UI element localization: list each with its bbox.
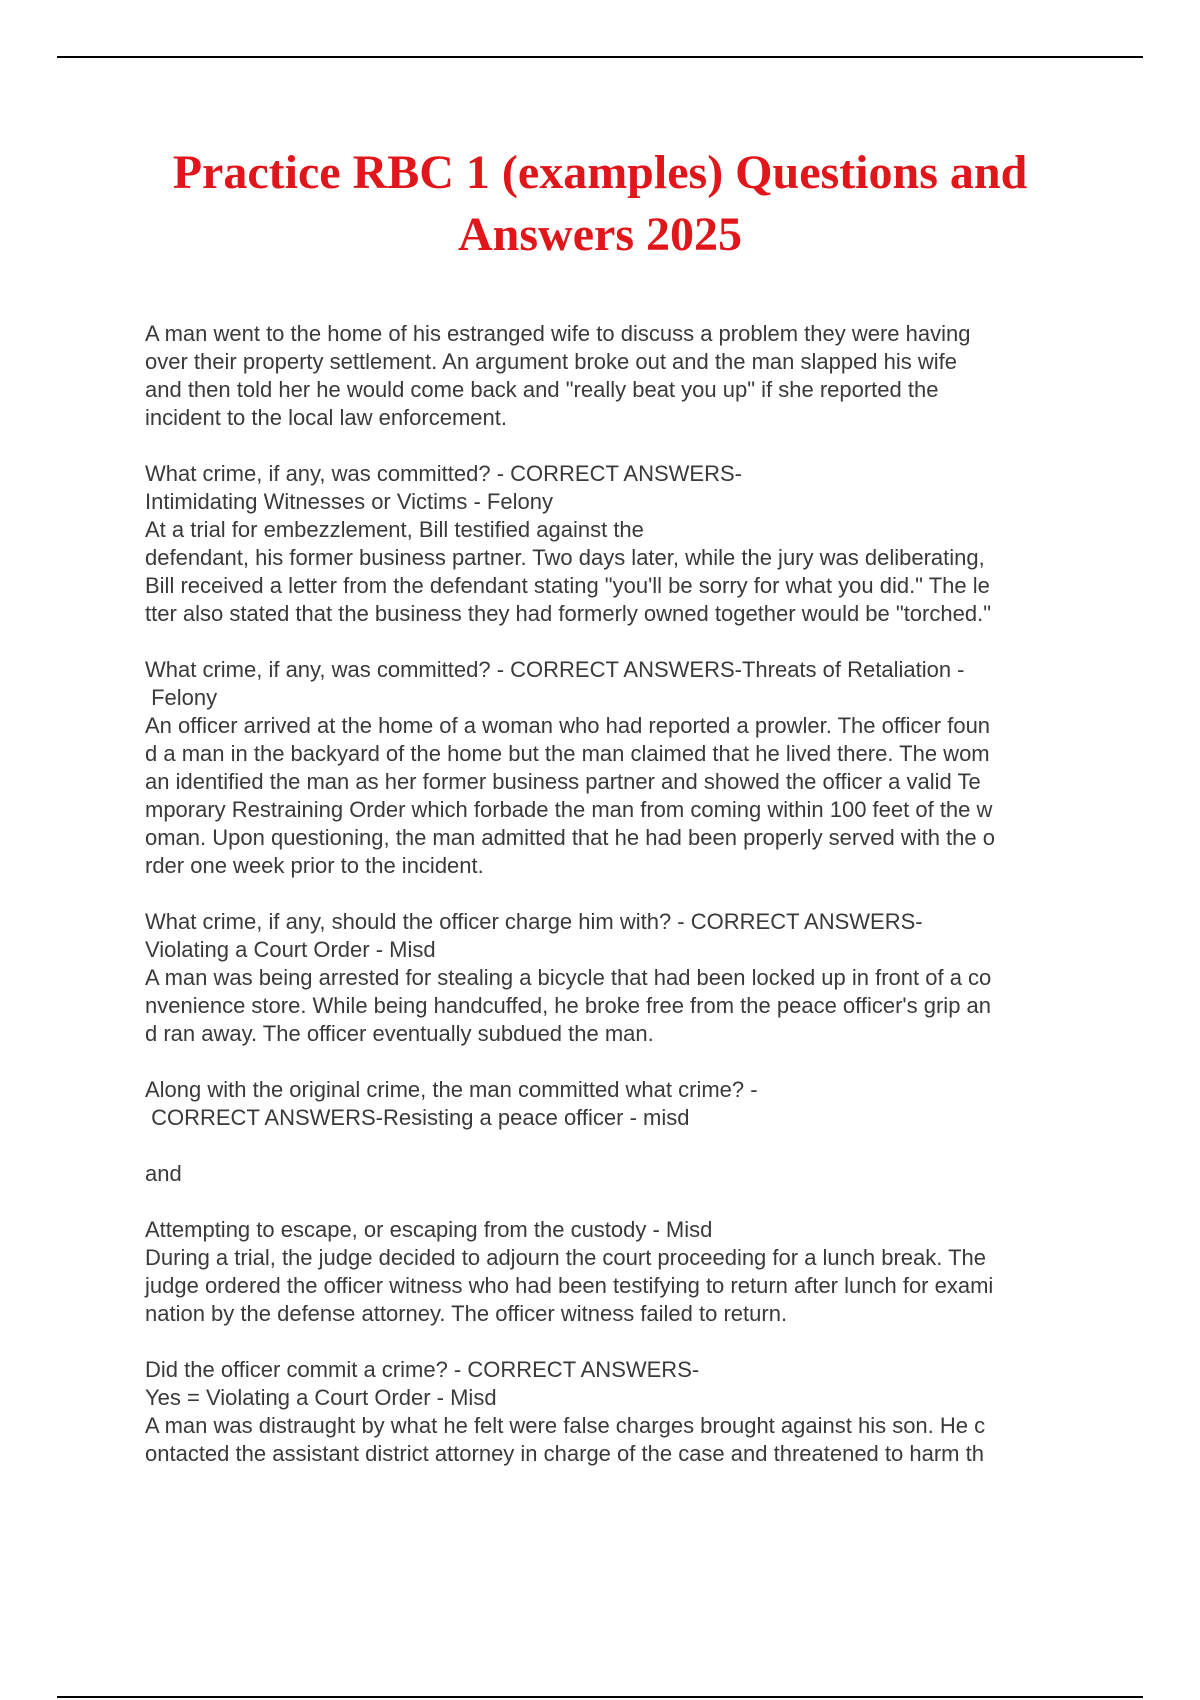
- blank-line: [145, 1328, 1145, 1356]
- body-line: What crime, if any, was committed? - CORRECT ANSWERS-: [145, 461, 742, 486]
- title-line: Practice RBC 1 (examples) Questions and: [172, 146, 1028, 199]
- body-line: During a trial, the judge decided to adjourn the court proceeding for a lunch break. The: [145, 1245, 987, 1270]
- body-line: rder one week prior to the incident.: [145, 853, 484, 878]
- body-line: and: [145, 1161, 182, 1186]
- body-line: d ran away. The officer eventually subdued the man.: [145, 1021, 654, 1046]
- body-line: Intimidating Witnesses or Victims - Felony: [145, 489, 553, 514]
- document-body: [145, 320, 1145, 1468]
- blank-line: [145, 880, 1145, 908]
- document-title: [100, 142, 1100, 266]
- body-line: ontacted the assistant district attorney in charge of the case and threatened to harm th: [145, 1441, 984, 1466]
- body-line: defendant, his former business partner. Two days later, while the jury was deliberating,: [145, 545, 985, 570]
- body-line: nation by the defense attorney. The officer witness failed to return.: [145, 1301, 788, 1326]
- body-line: A man was being arrested for stealing a bicycle that had been locked up in front of a co: [145, 965, 992, 990]
- body-line: Attempting to escape, or escaping from the custody - Misd: [145, 1217, 713, 1242]
- title-line: Answers 2025: [458, 208, 742, 261]
- body-line: An officer arrived at the home of a woman who had reported a prowler. The officer foun: [145, 713, 991, 738]
- body-line: A man was distraught by what he felt were false charges brought against his son. He c: [145, 1413, 986, 1438]
- body-line: over their property settlement. An argument broke out and the man slapped his wife: [145, 349, 958, 374]
- body-line: CORRECT ANSWERS-Resisting a peace officer - misd: [145, 1105, 690, 1130]
- body-line: Bill received a letter from the defendant stating "you'll be sorry for what you did." The le: [145, 573, 990, 598]
- top-rule: [57, 56, 1143, 58]
- body-line: judge ordered the officer witness who had been testifying to return after lunch for exami: [145, 1273, 994, 1298]
- blank-line: [145, 628, 1145, 656]
- blank-line: [145, 432, 1145, 460]
- body-line: d a man in the backyard of the home but the man claimed that he lived there. The wom: [145, 741, 990, 766]
- body-line: mporary Restraining Order which forbade the man from coming within 100 feet of the w: [145, 797, 993, 822]
- body-line: Felony: [145, 685, 218, 710]
- body-line: incident to the local law enforcement.: [145, 405, 507, 430]
- body-line: Yes = Violating a Court Order - Misd: [145, 1385, 497, 1410]
- blank-line: [145, 1048, 1145, 1076]
- body-line: What crime, if any, was committed? - CORRECT ANSWERS-Threats of Retaliation -: [145, 657, 965, 682]
- body-line: tter also stated that the business they had formerly owned together would be "torched.": [145, 601, 992, 626]
- body-line: What crime, if any, should the officer charge him with? - CORRECT ANSWERS-: [145, 909, 923, 934]
- body-line: and then told her he would come back and "really beat you up" if she reported the: [145, 377, 939, 402]
- bottom-rule: [57, 1696, 1143, 1698]
- blank-line: [145, 1132, 1145, 1160]
- body-line: A man went to the home of his estranged wife to discuss a problem they were having: [145, 321, 971, 346]
- body-line: Violating a Court Order - Misd: [145, 937, 436, 962]
- blank-line: [145, 1188, 1145, 1216]
- body-line: Along with the original crime, the man committed what crime? -: [145, 1077, 758, 1102]
- body-line: an identified the man as her former business partner and showed the officer a valid Te: [145, 769, 981, 794]
- body-line: At a trial for embezzlement, Bill testified against the: [145, 517, 644, 542]
- body-line: nvenience store. While being handcuffed, he broke free from the peace officer's grip an: [145, 993, 992, 1018]
- body-line: oman. Upon questioning, the man admitted that he had been properly served with the o: [145, 825, 995, 850]
- body-line: Did the officer commit a crime? - CORRECT ANSWERS-: [145, 1357, 700, 1382]
